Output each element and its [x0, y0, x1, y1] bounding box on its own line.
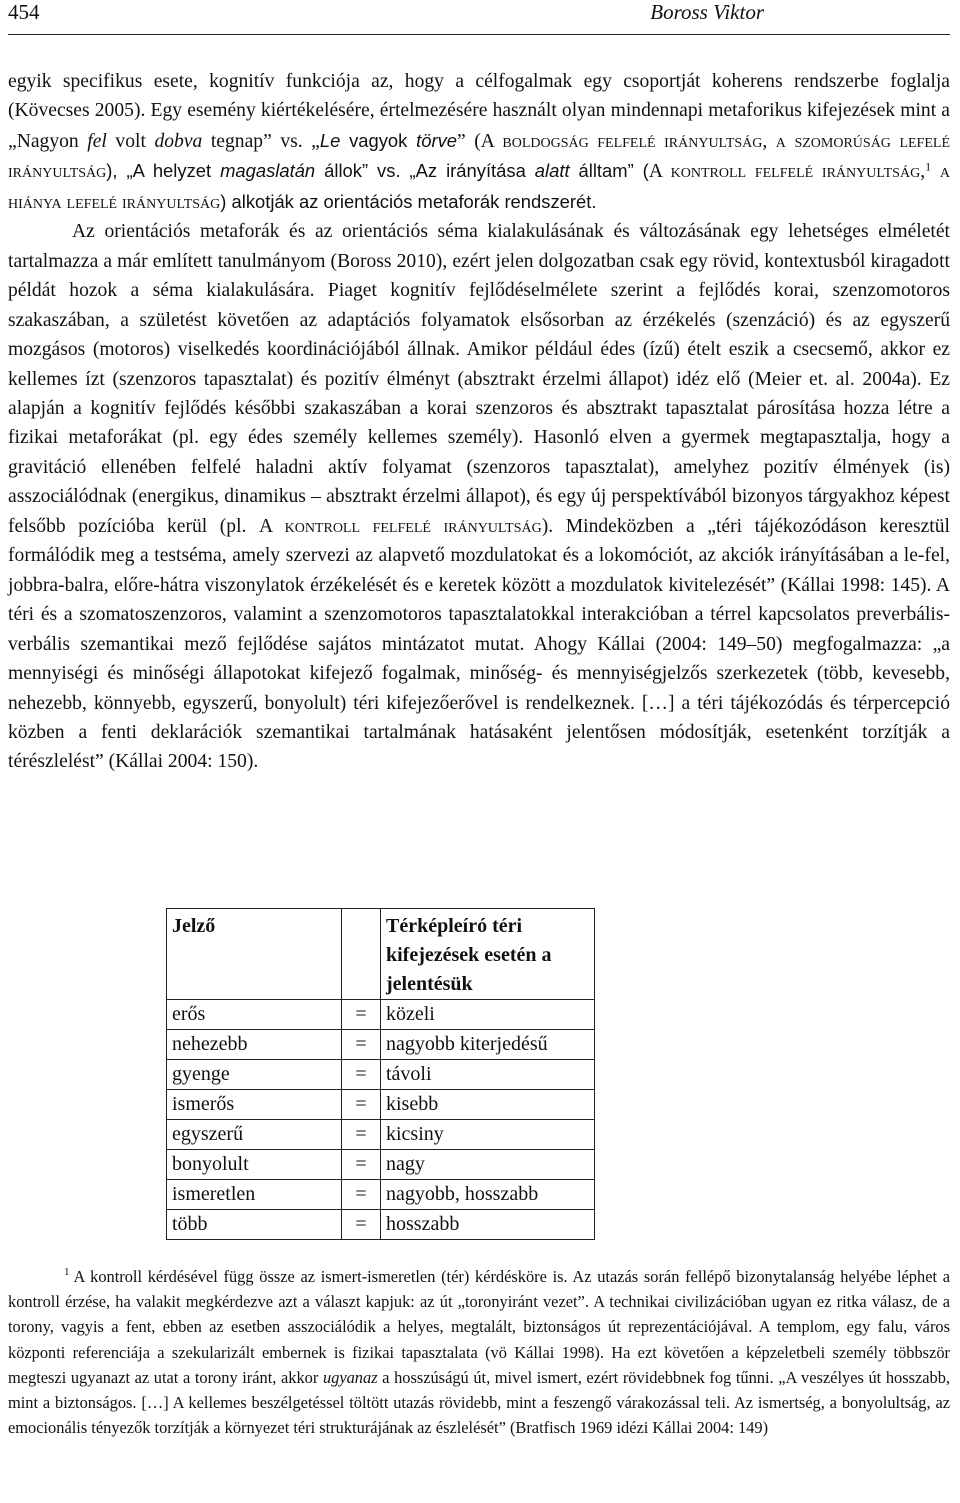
cell-equals: = — [342, 1120, 381, 1150]
text-run: ), „A helyzet — [106, 160, 221, 182]
cell-adjective: ismerős — [167, 1090, 342, 1120]
cell-adjective: erős — [167, 1000, 342, 1030]
cell-adjective: egyszerű — [167, 1120, 342, 1150]
small-caps-metaphor: a hiánya lefelé irányultság — [8, 161, 950, 213]
running-header — [8, 0, 950, 35]
italic-word: dobva — [154, 130, 203, 152]
footnote-text — [8, 1264, 950, 1440]
cell-meaning: kisebb — [381, 1090, 595, 1120]
paragraph-2 — [8, 217, 950, 777]
italic-word: alatt — [534, 160, 570, 182]
text-run: tegnap” vs. „ — [202, 130, 320, 152]
table-row — [167, 1210, 595, 1240]
text-run: egyik specifikus esete, kognitív funkciója az, hogy a célfogalmak egy csoportját koherens rendszerbe foglalja (Kövecses 2005). Egy esemény kiértékelésére, értelmezésére használt olyan mindennapi metaforikus kifejezések mint a „Nagyon — [8, 71, 950, 152]
footnote-reference: 1 — [925, 159, 932, 174]
table-row — [167, 1090, 595, 1120]
text-run: ” ( — [457, 130, 481, 152]
cell-equals: = — [342, 1210, 381, 1240]
text-run: A kontroll kérdésével függ össze az ismert-ismeretlen (tér) kérdésköre is. Az utazás során fellépő bizonytalanság helyébe léphet a kontroll érzése, ha valakit megkérdezve azt a választ kapjuk: az út „toronyiránt vezet”. A technikai civilizációban ugyan ez ritka válasz, de a torony, vagyis a fent, ebben az esetben asszociálódik a helyes, megtalált, biztonságos út reprezentációjával. A templom, egy falu, város központi referenciája a szekularizált embernek is fizikai tapasztalata (vö Kállai 1998). Ha ezt követően a képzeletbeli személy többször megteszi ugyanazt az utat a torony iránt, akkor — [8, 1267, 950, 1387]
text-run: álltam” ( — [569, 160, 649, 182]
footnote-marker: 1 — [64, 1266, 70, 1279]
text-run: ). Mindeközben a „téri tájékozódáson keresztül formálódik meg a testséma, amely szervezi az alapvető mozdulatokat és a lokomóciót, az akciók irányításában a le-fel, jobbra-balra, előre-hátra viszonylatok érzékelését és e keretek között a mozdulatok kivitelezését” (Kállai 1998: 145). A téri és a szomatoszenzoros, valamint a szenzomotoros tapasztalatokkal interakcióban a térrel kapcsolatos preverbális-verbális szemantikai mező fejlődése sajátos mintázatot mutat. Ahogy Kállai (2004: 149–50) megfogalmazza: „a mennyiségi és minőségi állapotokat kifejező fogalmak, minőség- és mennyiségjelzős szerkezetek (több, kevesebb, nehezebb, könnyebb, egyszerű, bonyolult) téri kifejezőerővel is rendelkeznek. […] a téri tájékozódás és térpercepció közben a fenti deklarációk szemantikai tartalmának hatásaként jelentősen módosítják, esetenként torzítják a térészlelést” (Kállai 2004: 150). — [8, 515, 950, 773]
table-row — [167, 1000, 595, 1030]
italic-word: fel — [87, 130, 107, 152]
header-cell-empty — [342, 909, 381, 1000]
header-cell-meaning: Térképleíró téri kifejezések esetén a jelentésük — [381, 909, 595, 1000]
footnote-1 — [8, 1264, 950, 1440]
page-number: 454 — [8, 0, 40, 24]
cell-adjective: gyenge — [167, 1060, 342, 1090]
adjective-meaning-table — [166, 908, 595, 1240]
main-text — [8, 67, 950, 777]
table-row — [167, 1030, 595, 1060]
small-caps-metaphor: A kontroll felfelé irányultság — [258, 515, 542, 537]
cell-adjective: nehezebb — [167, 1030, 342, 1060]
italic-word: törve — [416, 129, 457, 151]
text-run: volt — [106, 130, 155, 152]
text-run: ) alkotják az orientációs metaforák rendszerét. — [220, 190, 597, 212]
cell-meaning: nagyobb kiterjedésű — [381, 1030, 595, 1060]
text-run: vagyok — [340, 129, 417, 151]
table-row — [167, 1060, 595, 1090]
cell-meaning: nagy — [381, 1150, 595, 1180]
small-caps-metaphor: A kontroll felfelé irányultság, — [648, 161, 926, 183]
running-author: Boross Viktor — [650, 0, 764, 24]
cell-adjective: ismeretlen — [167, 1180, 342, 1210]
table-row — [167, 1180, 595, 1210]
cell-equals: = — [342, 1060, 381, 1090]
cell-meaning: kicsiny — [381, 1120, 595, 1150]
table-header-row — [167, 909, 595, 1000]
text-run: a hosszúságú út, mivel ismert, ezért rövidebbnek fog tűnni. „A veszélyes út hosszabb, mint a biztonságos. […] A kellemes beszélgetéssel töltött utazás rövidebb, mint a feszengő várakozással teli. Az ismertség, a bonyolultság, az emocionális tényezők torzítják a környezet téri strukturájának az észlelését” (Bratfisch 1969 idézi Kállai 2004: 149) — [8, 1367, 951, 1438]
cell-meaning: közeli — [381, 1000, 595, 1030]
header-cell-jelzo: Jelző — [167, 909, 342, 1000]
italic-word: magaslatán — [220, 160, 316, 182]
cell-adjective: több — [167, 1210, 342, 1240]
cell-meaning: nagyobb, hosszabb — [381, 1180, 595, 1210]
text-run: állok” vs. „Az irányítása — [315, 160, 535, 182]
cell-equals: = — [342, 1090, 381, 1120]
cell-equals: = — [342, 1150, 381, 1180]
table-row — [167, 1120, 595, 1150]
cell-equals: = — [342, 1000, 381, 1030]
text-run: Az orientációs metaforák és az orientációs séma kialakulásának és változásának egy lehetséges elméletét tartalmazza a már említett tanulmányom (Boross 2010), ezért jelen dolgozatban csak egy rövid, kontextusból kiragadott példát hozok a séma kialakulására. Piaget kognitív fejlődéselmélete szerint a fejlődés korai, szenzomotoros szakaszában, a születést követően az adaptációs folyamatok elsősorban az érzékelés (szenzáció) és az egyszerű mozgásos (motoros) viselkedés koordinációjából állnak. Amikor például édes (ízű) ételt eszik a csecsemő, akkor ez kellemes ízt (szenzoros tapasztalat) és pozitív élményt (absztrakt érzelmi állapot) idéz elő (Meier et. al. 2004a). Ez alapján a kognitív fejlődés későbbi szakaszában a korai szenzoros és absztrakt tapasztalat párosítása hozza létre a fizikai metaforákat (pl. egy édes személy kellemes személy). Hasonló elven a gyermek megtapasztalja, hogy a gravitáció ellenében felfelé haladni aktív folyamat (szenzoros tapasztalat), amelyhez pozitív élmények (is) asszociálódnak (energikus, dinamikus – absztrakt érzelmi állapot), és egy új perspektívából bizonyos tárgyakhoz képest felsőbb pozícióba kerül (pl. — [8, 221, 950, 537]
table-row — [167, 1150, 595, 1180]
text-run — [931, 161, 940, 182]
cell-equals: = — [342, 1180, 381, 1210]
cell-meaning: hosszabb — [381, 1210, 595, 1240]
italic-word: ugyanaz — [322, 1367, 378, 1387]
paragraph-1 — [8, 67, 950, 217]
italic-word: Le — [319, 129, 341, 151]
small-caps-metaphor: A boldogság felfelé irányultság, a szomorúság lefelé irányultság — [8, 130, 950, 183]
cell-adjective: bonyolult — [167, 1150, 342, 1180]
cell-equals: = — [342, 1030, 381, 1060]
cell-meaning: távoli — [381, 1060, 595, 1090]
